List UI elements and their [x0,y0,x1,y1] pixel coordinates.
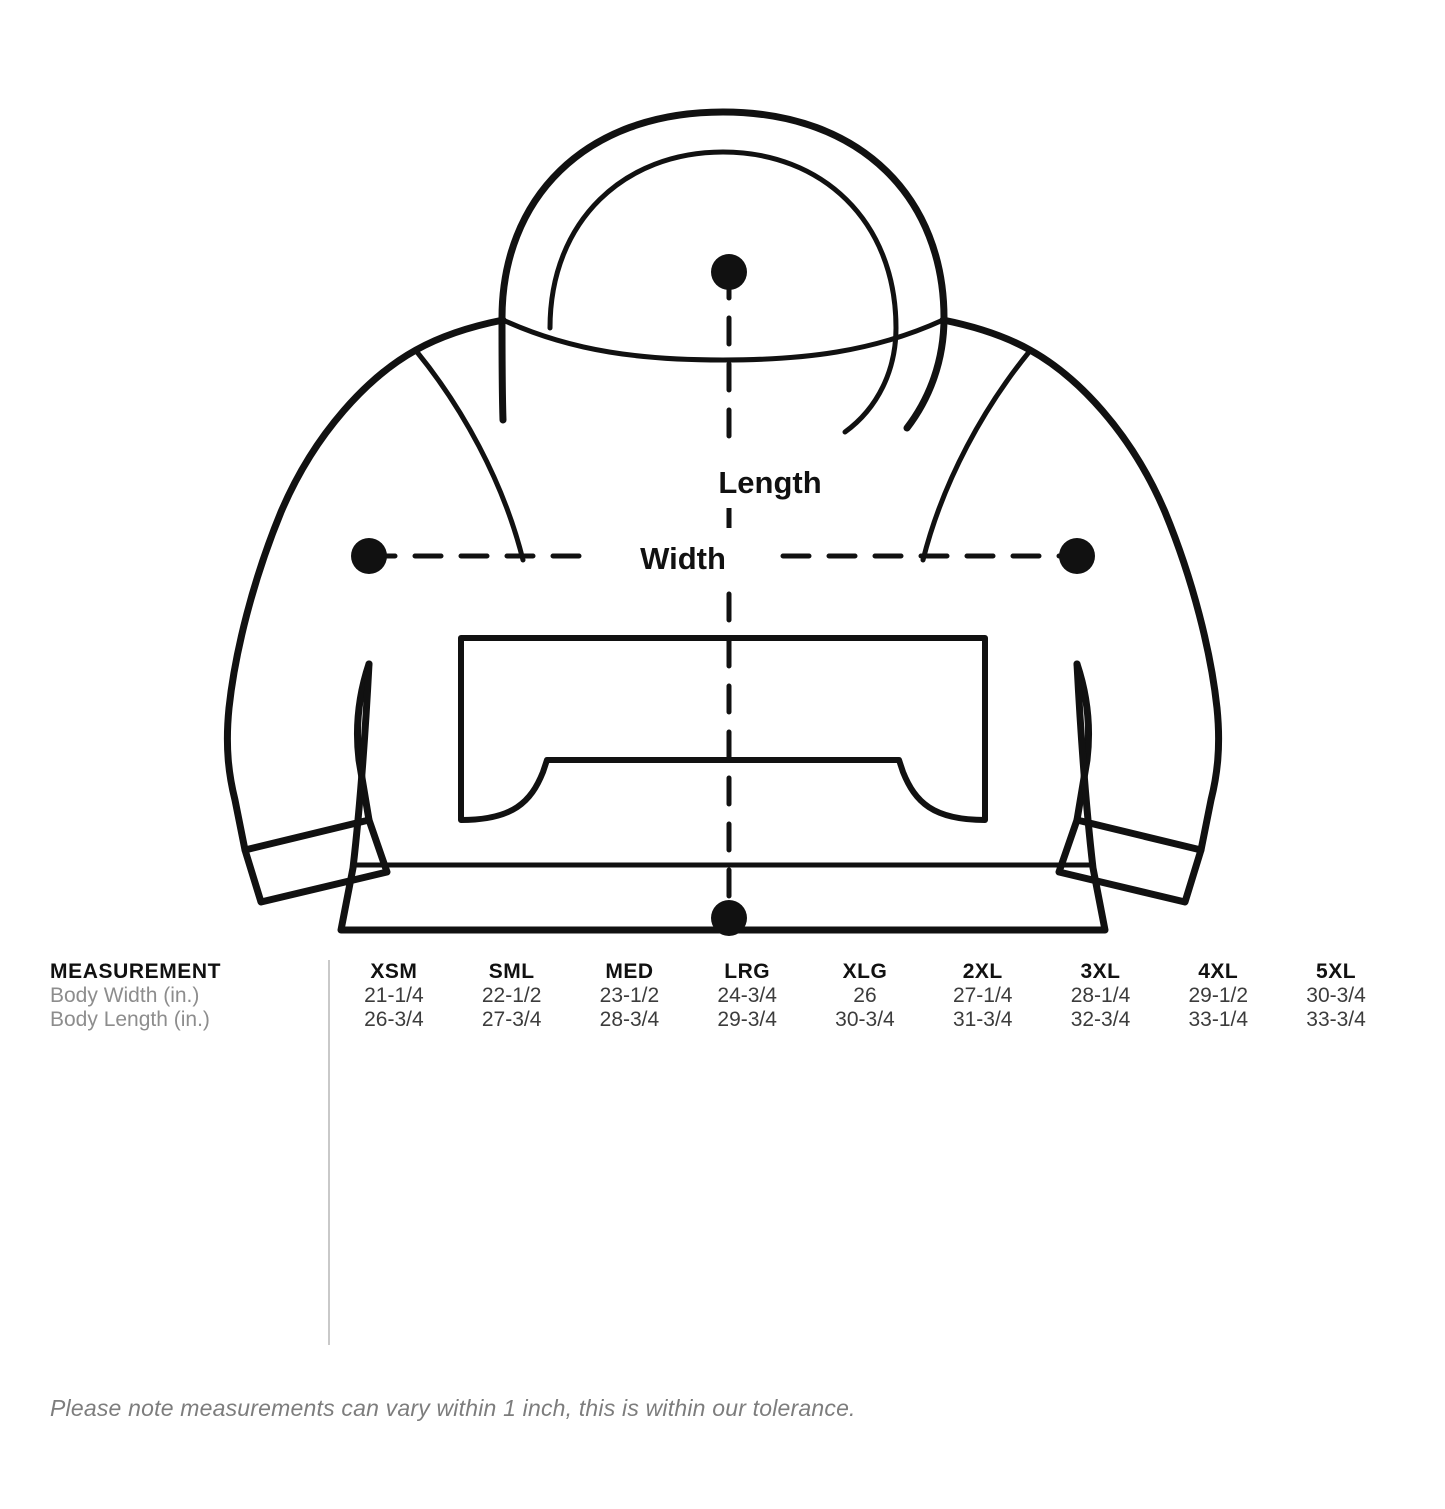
right-armhole-seam [923,352,1029,560]
header-size-med: MED [605,960,654,983]
cell-body-length-4xl: 33-1/4 [1188,1008,1249,1031]
cell-body-length-xlg: 30-3/4 [835,1008,895,1031]
tolerance-note: Please note measurements can vary within 1 inch, this is within our tolerance. [50,1395,856,1421]
length-label: Length [717,465,822,500]
cell-body-length-lrg: 29-3/4 [717,1008,777,1031]
table-header-row [50,960,1395,984]
cell-body-width-xsm: 21-1/4 [364,984,424,1007]
table-row [50,1008,1395,1032]
header-measurement: MEASUREMENT [50,960,222,983]
header-size-lrg: LRG [724,960,771,983]
cell-body-width-sml: 22-1/2 [481,984,542,1007]
width-right-dot [1059,538,1095,574]
neck-seam [503,320,943,360]
size-table-wrapper [0,960,1445,1032]
cell-body-width-3xl: 28-1/4 [1070,984,1131,1007]
cell-body-length-3xl: 32-3/4 [1070,1008,1131,1031]
header-size-5xl: 5XL [1316,960,1357,983]
cell-body-length-med: 28-3/4 [599,1008,660,1031]
measurement-endpoints [351,254,1095,936]
left-armhole-seam [417,352,523,560]
cell-body-length-5xl: 33-3/4 [1306,1008,1366,1031]
cell-body-width-2xl: 27-1/4 [952,984,1013,1007]
cell-body-length-2xl: 31-3/4 [952,1008,1013,1031]
cell-body-width-5xl: 30-3/4 [1306,984,1366,1007]
body-outline [341,664,1105,930]
header-size-sml: SML [488,960,535,983]
cell-body-width-xlg: 26 [853,984,877,1007]
cell-body-width-4xl: 29-1/2 [1188,984,1249,1007]
row-label-body-length: Body Length (in.) [50,1008,210,1031]
width-label: Width [639,541,726,576]
header-size-xsm: XSM [370,960,418,983]
header-size-3xl: 3XL [1080,960,1121,983]
header-size-xlg: XLG [842,960,888,983]
length-bottom-dot [711,900,747,936]
width-left-dot [351,538,387,574]
table-row [50,984,1395,1008]
cell-body-length-sml: 27-3/4 [481,1008,542,1031]
hood-inner-edge [550,152,896,432]
length-top-dot [711,254,747,290]
row-label-body-width: Body Width (in.) [50,984,200,1007]
cell-body-length-xsm: 26-3/4 [364,1008,424,1031]
hoodie-diagram [0,60,1445,940]
kangaroo-pocket [461,638,985,820]
header-size-4xl: 4XL [1198,960,1239,983]
header-size-2xl: 2XL [962,960,1003,983]
hoodie-technical-drawing [173,60,1273,940]
hood-left-drape [502,318,503,420]
cell-body-width-lrg: 24-3/4 [717,984,777,1007]
size-table [50,960,1395,1032]
cell-body-width-med: 23-1/2 [599,984,660,1007]
